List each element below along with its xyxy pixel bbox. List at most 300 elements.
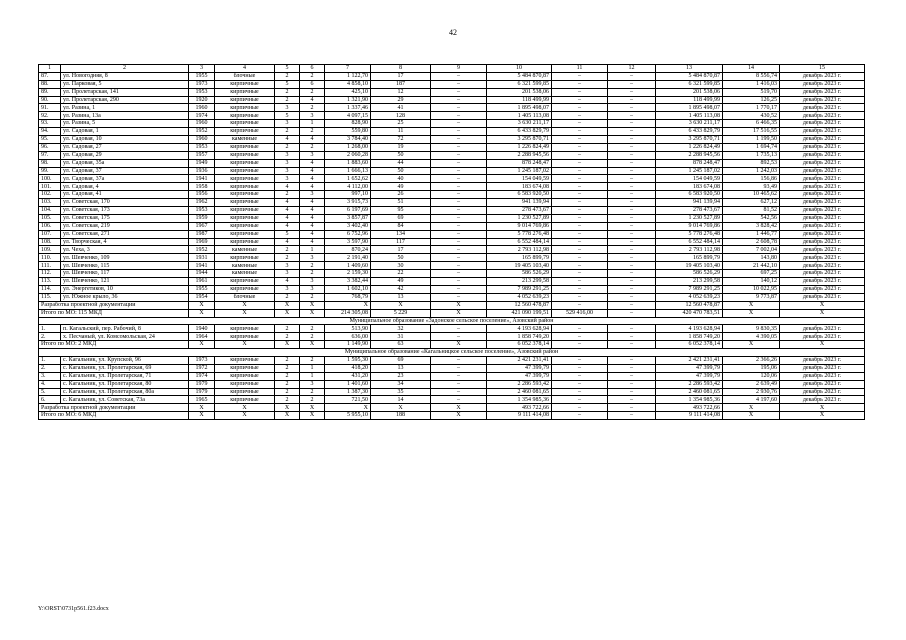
table-cell: – [608,270,656,278]
table-cell: 2 793 112,98 [487,246,552,254]
table-cell: 6 052 378,14 [487,341,552,349]
table-cell: 1 858 749,20 [656,333,723,341]
total-row [39,309,865,317]
table-cell: – [552,254,608,262]
table-cell: 6. [39,396,61,404]
table-cell: X [780,404,865,412]
table-cell: декабрь 2023 г. [780,159,865,167]
table-cell: – [431,191,487,199]
table-cell: 47 399,79 [487,364,552,372]
table-cell: 105. [39,214,61,222]
table-cell: 2 288 945,56 [656,151,723,159]
table-cell: X [300,301,325,309]
table-cell: 2 930,76 [723,388,780,396]
table-row [39,120,865,128]
table-cell: ул. Советская, 175 [61,214,189,222]
table-cell: 2 [300,333,325,341]
table-cell: – [608,214,656,222]
table-cell: 9 830,35 [723,325,780,333]
table-cell: – [552,238,608,246]
table-cell: ул. Садовая, 29 [61,151,189,159]
table-cell: кирпичные [215,230,275,238]
column-number-cell: 6 [300,65,325,73]
table-row [39,183,865,191]
table-cell: 878 248,47 [656,159,723,167]
table-cell: – [608,199,656,207]
table-cell: 17 [371,72,431,80]
table-cell: – [608,183,656,191]
table-cell: – [552,88,608,96]
table-row [39,396,865,404]
table-cell: 69 [371,214,431,222]
table-cell: 3 630 211,17 [487,120,552,128]
table-cell: 4 858,10 [325,80,371,88]
table-cell: 2 [275,246,300,254]
table-cell: декабрь 2023 г. [780,396,865,404]
table-cell: ул. Шевченко, 117 [61,270,189,278]
table-cell: 1 354 985,36 [487,396,552,404]
table-cell: 997,10 [325,191,371,199]
table-cell: 6 466,35 [723,120,780,128]
table-row [39,293,865,301]
table-cell: 4 [275,222,300,230]
table-cell: 14 [371,396,431,404]
column-number-cell: 10 [487,65,552,73]
table-cell: с. Кагальник, ул. Крупской, 96 [61,356,189,364]
table-cell: 1931 [189,254,215,262]
table-cell: декабрь 2023 г. [780,96,865,104]
table-cell: 44 [371,159,431,167]
table-cell: кирпичные [215,96,275,104]
table-cell: кирпичные [215,372,275,380]
table-cell: декабрь 2023 г. [780,143,865,151]
table-cell: 2 460 081,65 [656,388,723,396]
table-cell: 6 [300,80,325,88]
table-cell: 2 191,40 [325,254,371,262]
table-cell: 4 [275,278,300,286]
table-cell: 1953 [189,207,215,215]
table-cell: 50 [371,254,431,262]
table-cell: декабрь 2023 г. [780,112,865,120]
table-cell: 3 [300,151,325,159]
table-cell: – [552,380,608,388]
column-number-cell: 14 [723,65,780,73]
table-cell: 1 446,77 [723,230,780,238]
table-cell: 529 416,00 [552,309,608,317]
table-cell: 93,49 [723,183,780,191]
table-cell: X [300,341,325,349]
table-cell: 92. [39,112,61,120]
table-cell: декабрь 2023 г. [780,136,865,144]
table-cell: 4 [275,183,300,191]
table-cell: 3 295 870,71 [656,136,723,144]
table-cell: 30 [371,262,431,270]
table-cell: 559,80 [325,128,371,136]
table-cell: – [608,388,656,396]
table-cell: 111. [39,262,61,270]
table-cell: декабрь 2023 г. [780,80,865,88]
table-cell: 41 [371,104,431,112]
table-cell: 50 [371,151,431,159]
table-cell: декабрь 2023 г. [780,191,865,199]
table-cell: – [608,88,656,96]
table-cell: 91. [39,104,61,112]
table-cell: 3 [300,380,325,388]
table-cell: декабрь 2023 г. [780,238,865,246]
table-cell: ул. Садовая, 37 [61,167,189,175]
table-cell: 1973 [189,356,215,364]
table-cell: каменные [215,136,275,144]
table-cell: – [552,191,608,199]
table-cell: – [608,333,656,341]
table-cell: 2 [300,270,325,278]
table-cell: 1 [300,372,325,380]
table-row [39,388,865,396]
column-number-cell: 13 [656,65,723,73]
table-cell: 22 [371,270,431,278]
table-cell: – [431,136,487,144]
table-cell: 113. [39,278,61,286]
table-cell: – [431,199,487,207]
table-cell: 2 [275,293,300,301]
column-number-cell: 4 [215,65,275,73]
table-cell: 697,25 [723,270,780,278]
table-cell: 493 722,66 [656,404,723,412]
table-cell: 2 286 593,42 [487,380,552,388]
table-cell: ул. Советская, 173 [61,207,189,215]
table-cell: 6 583 920,50 [487,191,552,199]
table-cell: – [552,112,608,120]
table-cell: 3 382,44 [325,278,371,286]
table-cell: 195,06 [723,364,780,372]
table-cell: 2 [275,396,300,404]
table-cell: 3 [300,112,325,120]
table-cell: 4 [300,230,325,238]
table-cell: 542,56 [723,214,780,222]
table-cell: 3 [275,175,300,183]
document-file-path: Y:\ORST\0731p561.f23.docx [38,606,109,612]
table-cell: X [431,301,487,309]
table-cell: 2 [300,104,325,112]
table-cell: 29 [371,96,431,104]
table-cell: – [552,278,608,286]
table-cell: X [215,301,275,309]
table-cell: – [608,238,656,246]
table-cell: X [215,341,275,349]
table-cell: 1953 [189,143,215,151]
table-cell: 1 226 824,49 [656,143,723,151]
table-cell: 4 [300,199,325,207]
table-cell: 213 299,58 [656,278,723,286]
table-cell: 1959 [189,214,215,222]
table-cell: 420 470 783,51 [656,309,723,317]
table-cell: 156,86 [723,175,780,183]
table-cell: 7 989 291,25 [487,285,552,293]
table-cell: 430,52 [723,112,780,120]
table-cell: 1 354 985,36 [656,396,723,404]
table-cell: 1954 [189,293,215,301]
table-cell: 2 366,26 [723,356,780,364]
table-row [39,112,865,120]
table-cell: 3 [300,191,325,199]
table-cell: кирпичные [215,104,275,112]
table-cell: 214 305,08 [325,309,371,317]
table-cell: кирпичные [215,285,275,293]
table-cell: – [608,293,656,301]
total-row-label: Итого по МО: 2 МКД [39,341,189,349]
table-cell: X [325,301,371,309]
table-cell: – [431,246,487,254]
table-cell: 513,90 [325,325,371,333]
table-cell: 89. [39,88,61,96]
table-cell: кирпичные [215,254,275,262]
table-cell: – [608,380,656,388]
table-cell: 2 [275,364,300,372]
table-cell: 2. [39,364,61,372]
section-heading: Муниципальное образование «Задонское сельское поселение», Азовский район [39,317,865,325]
table-cell: 278 473,67 [487,207,552,215]
table-cell: – [431,238,487,246]
table-cell: 586 526,29 [487,270,552,278]
table-cell: 519,70 [723,88,780,96]
table-cell: X [780,412,865,420]
table-cell: 1952 [189,128,215,136]
table-cell: декабрь 2023 г. [780,293,865,301]
total-row [39,404,865,412]
table-row [39,285,865,293]
table-cell: 7 002,04 [723,246,780,254]
table-cell: 4 [300,183,325,191]
table-cell: X [371,404,431,412]
table-cell: 5 778 276,48 [487,230,552,238]
table-cell: 154 049,59 [656,175,723,183]
table-cell: 3 [300,254,325,262]
table-cell: 1957 [189,151,215,159]
table-cell: – [431,293,487,301]
table-cell: – [552,404,608,412]
table-cell: 828,90 [325,120,371,128]
table-cell: – [608,412,656,420]
table-cell: декабрь 2023 г. [780,128,865,136]
table-cell: – [608,396,656,404]
table-cell: 1 226 824,49 [487,143,552,151]
table-cell: 47 399,79 [656,372,723,380]
table-cell: – [431,356,487,364]
table-cell: 1 595,30 [325,356,371,364]
table-cell: декабрь 2023 г. [780,104,865,112]
table-row [39,356,865,364]
table-cell: 201 538,06 [487,88,552,96]
table-cell: 1 321,90 [325,96,371,104]
table-cell: ул. Новогодняя, 8 [61,72,189,80]
table-cell: – [552,372,608,380]
table-cell: X [723,341,780,349]
table-cell: X [325,404,371,412]
table-cell: 128 [371,112,431,120]
table-cell: – [608,128,656,136]
table-cell: 213 299,58 [487,278,552,286]
table-row [39,128,865,136]
table-cell: X [275,309,300,317]
table-cell: X [300,309,325,317]
table-cell: декабрь 2023 г. [780,222,865,230]
table-cell: декабрь 2023 г. [780,333,865,341]
table-cell: – [608,96,656,104]
table-cell: 99. [39,167,61,175]
table-cell: 1979 [189,388,215,396]
table-cell: 1 230 527,89 [656,214,723,222]
table-cell: X [300,412,325,420]
table-cell: 1949 [189,159,215,167]
table-cell: декабрь 2023 г. [780,175,865,183]
table-cell: – [608,143,656,151]
column-number-cell: 8 [371,65,431,73]
table-cell: 1960 [189,136,215,144]
table-cell: 93. [39,120,61,128]
table-cell: 1 387,30 [325,388,371,396]
table-cell: 4 193 628,94 [487,325,552,333]
table-cell: 5. [39,388,61,396]
table-cell: 2 [275,380,300,388]
table-cell: декабрь 2023 г. [780,214,865,222]
table-cell: 941 139,94 [487,199,552,207]
table-cell: 1972 [189,364,215,372]
table-cell: 586 526,29 [656,270,723,278]
table-cell: 2 [275,88,300,96]
table-cell: 26 [371,191,431,199]
table-cell: 2 [300,396,325,404]
table-row [39,199,865,207]
table-cell: 4 052 639,23 [656,293,723,301]
column-number-cell: 3 [189,65,215,73]
table-cell: 2 [275,333,300,341]
table-cell: 3 [300,285,325,293]
table-cell: – [431,72,487,80]
table-cell: – [431,270,487,278]
table-row [39,136,865,144]
table-cell: 6 321 599,85 [656,80,723,88]
table-cell: 2 [275,254,300,262]
table-cell: 106. [39,222,61,230]
table-cell: 1952 [189,246,215,254]
table-cell: 183 674,08 [656,183,723,191]
table-cell: – [552,325,608,333]
table-cell: X [215,404,275,412]
table-cell: 3 597,90 [325,238,371,246]
table-row [39,325,865,333]
table-cell: 19 405 103,40 [487,262,552,270]
table-cell: 1960 [189,104,215,112]
table-cell: 1941 [189,262,215,270]
table-cell: 103. [39,199,61,207]
table-cell: 2 421 231,41 [487,356,552,364]
table-cell: – [431,388,487,396]
table-cell: ул. Садовая, 1 [61,128,189,136]
table-cell: блочные [215,72,275,80]
table-cell: 126,25 [723,96,780,104]
table-cell: 1 883,60 [325,159,371,167]
table-cell: – [608,104,656,112]
table-cell: 188 [371,412,431,420]
table-row [39,254,865,262]
table-cell: 4 112,00 [325,183,371,191]
table-cell: 13 [371,364,431,372]
table-cell: кирпичные [215,388,275,396]
table-cell: 25 [371,120,431,128]
table-cell: 3. [39,372,61,380]
table-cell: 183 674,08 [487,183,552,191]
table-cell: 1. [39,356,61,364]
table-row [39,372,865,380]
table-cell: – [552,246,608,254]
table-cell: 9 014 769,86 [656,222,723,230]
table-cell: 9 014 769,86 [487,222,552,230]
table-cell: 2 [275,143,300,151]
table-cell: – [431,222,487,230]
table-cell: 4 [275,136,300,144]
table-cell: X [723,412,780,420]
table-cell: 108. [39,238,61,246]
table-cell: 870,24 [325,246,371,254]
table-cell: 1944 [189,270,215,278]
table-cell: 5 955,10 [325,412,371,420]
table-cell: кирпичные [215,364,275,372]
table-cell: 4 193 628,94 [656,325,723,333]
table-cell: – [608,372,656,380]
column-number-cell: 1 [39,65,61,73]
table-cell: 421 090 199,51 [487,309,552,317]
table-cell: – [552,230,608,238]
table-cell: – [552,159,608,167]
table-cell: 2 286 593,42 [656,380,723,388]
table-cell: ул. Советская, 271 [61,230,189,238]
table-cell: 1 [300,364,325,372]
table-cell: кирпичные [215,80,275,88]
table-cell: 12 [371,88,431,96]
table-cell: декабрь 2023 г. [780,254,865,262]
table-cell: – [431,325,487,333]
table-row [39,278,865,286]
table-cell: 9 111 414,08 [487,412,552,420]
table-cell: 154 049,59 [487,175,552,183]
table-cell: 2 [275,191,300,199]
table-cell: 431,20 [325,372,371,380]
table-cell: декабрь 2023 г. [780,167,865,175]
table-cell: 4 [300,238,325,246]
table-cell: X [189,412,215,420]
table-cell: 94. [39,128,61,136]
table-cell: – [431,372,487,380]
table-cell: 2 421 231,41 [656,356,723,364]
table-cell: – [608,356,656,364]
table-cell: ул. Садовая, 35а [61,159,189,167]
table-cell: – [608,230,656,238]
table-cell: – [431,112,487,120]
table-cell: 2 [300,72,325,80]
table-cell: 2 [300,88,325,96]
table-cell: 2 [275,72,300,80]
table-row [39,238,865,246]
table-cell: ул. Советская, 219 [61,222,189,230]
section-heading-row [39,317,865,325]
table-cell: 7 989 291,25 [656,285,723,293]
table-cell: 1960 [189,120,215,128]
table-cell: ул. Творческая, 4 [61,238,189,246]
table-cell: X [275,404,300,412]
table-cell: 12 560 478,87 [487,301,552,309]
table-cell: декабрь 2023 г. [780,325,865,333]
table-cell: 2 [300,325,325,333]
